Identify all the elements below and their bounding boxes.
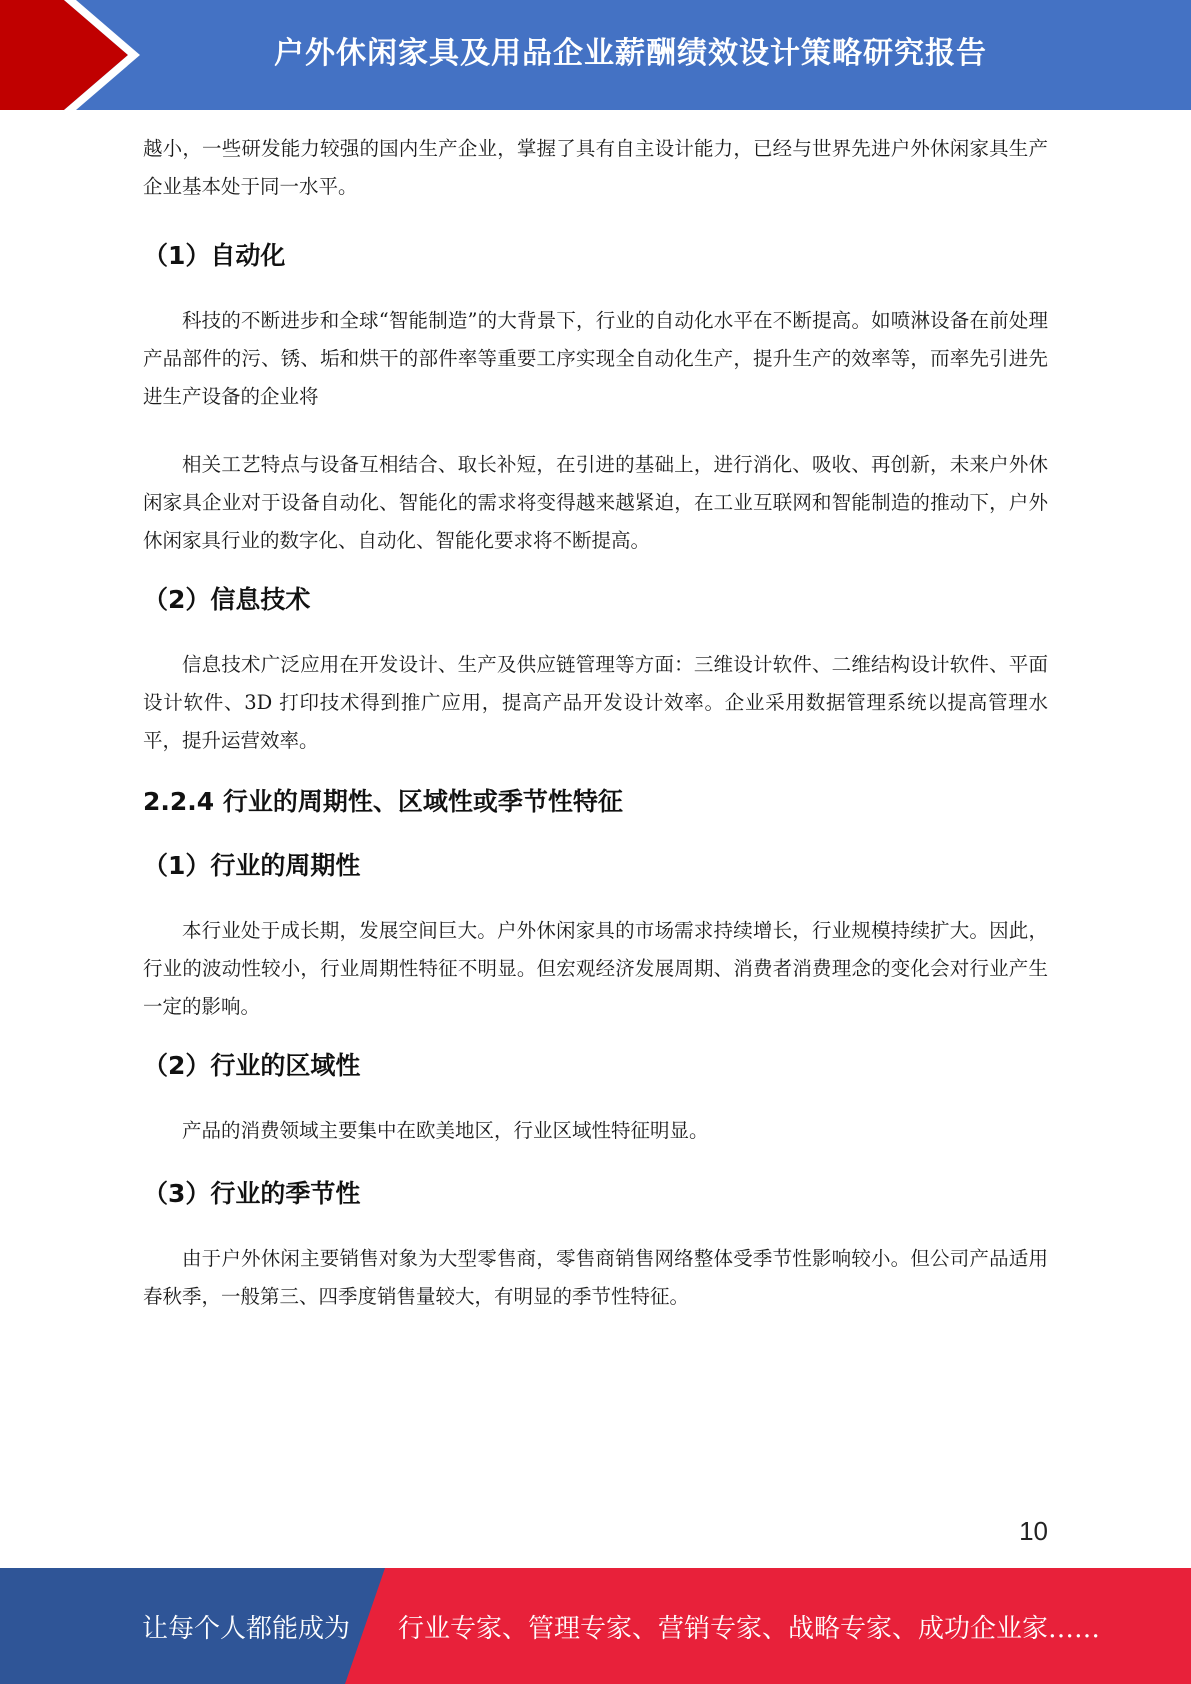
- heading-regionality: （2）行业的区域性: [143, 1051, 361, 1080]
- page-header: [0, 0, 1191, 110]
- footer-slogan-left: 让每个人都能成为: [142, 1613, 351, 1644]
- page-footer: [0, 1568, 1191, 1684]
- seasonality-paragraph: 由于户外休闲主要销售对象为大型零售商，零售商销售网络整体受季节性影响较小。但公司产品适用春秋季，一般第三、四季度销售量较大，有明显的季节性特征。: [143, 1247, 1048, 1308]
- footer-slogan-right: 行业专家、管理专家、营销专家、战略专家、成功企业家……: [398, 1613, 1101, 1644]
- report-title: 户外休闲家具及用品企业薪酬绩效设计策略研究报告: [274, 36, 987, 71]
- heading-seasonality: （3）行业的季节性: [143, 1179, 361, 1208]
- section-heading-2-2-4: 2.2.4 行业的周期性、区域性或季节性特征: [143, 787, 623, 816]
- intro-paragraph: 越小，一些研发能力较强的国内生产企业，掌握了具有自主设计能力，已经与世界先进户外休闲家具生产企业基本处于同一水平。: [143, 137, 1048, 198]
- page-number: 10: [1019, 1516, 1048, 1546]
- page-content: [143, 130, 1048, 1316]
- cyclicality-paragraph: 本行业处于成长期，发展空间巨大。户外休闲家具的市场需求持续增长，行业规模持续扩大。因此，行业的波动性较小，行业周期性特征不明显。但宏观经济发展周期、消费者消费理念的变化会对行业产生一定的影响。: [143, 919, 1048, 1018]
- regionality-paragraph: 产品的消费领域主要集中在欧美地区，行业区域性特征明显。: [182, 1119, 709, 1142]
- heading-automation: （1）自动化: [143, 241, 286, 270]
- heading-cyclicality: （1）行业的周期性: [143, 851, 361, 880]
- automation-paragraph-2: 相关工艺特点与设备互相结合、取长补短，在引进的基础上，进行消化、吸收、再创新，未来户外休闲家具企业对于设备自动化、智能化的需求将变得越来越紧迫，在工业互联网和智能制造的推动下，户外休闲家具行业的数字化、自动化、智能化要求将不断提高。: [143, 453, 1048, 552]
- it-paragraph: 信息技术广泛应用在开发设计、生产及供应链管理等方面：三维设计软件、二维结构设计软件、平面设计软件、3D 打印技术得到推广应用，提高产品开发设计效率。企业采用数据管理系统以提高管理水平，提升运营效率。: [143, 653, 1048, 752]
- automation-paragraph-1: 科技的不断进步和全球“智能制造”的大背景下，行业的自动化水平在不断提高。如喷淋设备在前处理产品部件的污、锈、垢和烘干的部件率等重要工序实现全自动化生产，提升生产的效率等，而率先引进先进生产设备的企业将: [143, 309, 1048, 408]
- heading-information-technology: （2）信息技术: [143, 585, 311, 614]
